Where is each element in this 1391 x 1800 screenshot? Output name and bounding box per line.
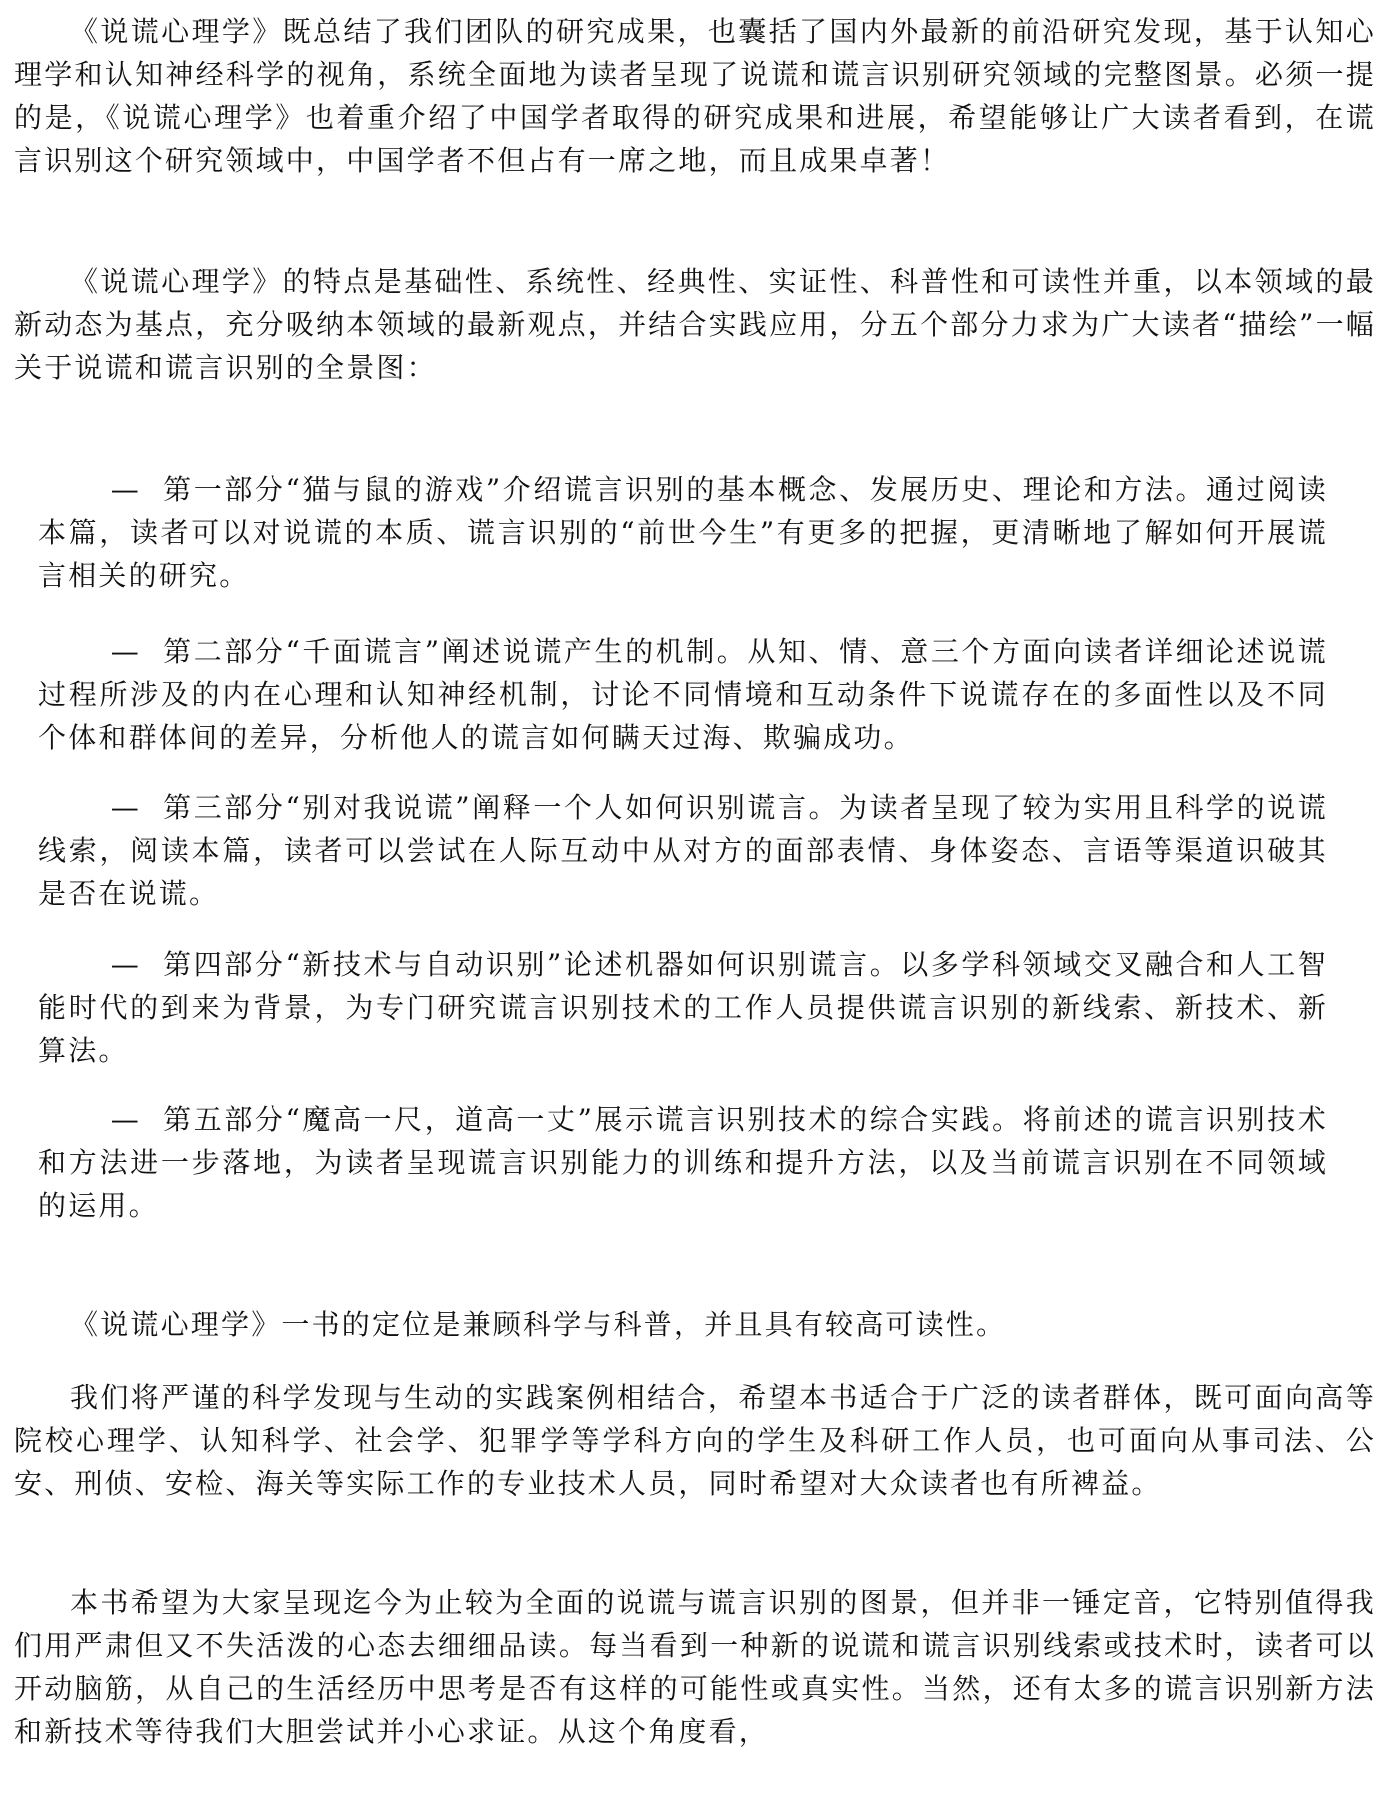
list-item-part-two: [38, 630, 1328, 759]
paragraph-conclusion: 本书希望为大家呈现迄今为止较为全面的说谎与谎言识别的图景，但并非一锤定音，它特别值得我们用严肃但又不失活泼的心态去细细品读。每当看到一种新的说谎和谎言识别线索或技术时，读者可以开动脑筋，从自己的生活经历中思考是否有这样的可能性或真实性。当然，还有太多的谎言识别新方法和新技术等待我们大胆尝试并小心求证。从这个角度看，: [14, 1586, 1376, 1748]
list-item-text: 第五部分“魔高一尺，道高一丈”展示谎言识别技术的综合实践。将前述的谎言识别技术和方法进一步落地，为读者呈现谎言识别能力的训练和提升方法，以及当前谎言识别在不同领域的运用。: [38, 1103, 1328, 1222]
dash-marker: —: [110, 1103, 141, 1136]
list-item-part-three: [38, 786, 1328, 915]
dash-marker: —: [110, 473, 141, 506]
list-item-text: 第三部分“别对我说谎”阐释一个人如何识别谎言。为读者呈现了较为实用且科学的说谎线索，阅读本篇，读者可以尝试在人际互动中从对方的面部表情、身体姿态、言语等渠道识破其是否在说谎。: [38, 791, 1328, 910]
list-item-part-four: [38, 943, 1328, 1072]
list-item-text: 第四部分“新技术与自动识别”论述机器如何识别谎言。以多学科领域交叉融合和人工智能时代的到来为背景，为专门研究谎言识别技术的工作人员提供谎言识别的新线索、新技术、新算法。: [38, 948, 1328, 1067]
dash-marker: —: [110, 791, 141, 824]
dash-marker: —: [110, 948, 141, 981]
list-item-text: 第一部分“猫与鼠的游戏”介绍谎言识别的基本概念、发展历史、理论和方法。通过阅读本篇，读者可以对说谎的本质、谎言识别的“前世今生”有更多的把握，更清晰地了解如何开展谎言相关的研究。: [38, 473, 1328, 592]
paragraph-audience: 我们将严谨的科学发现与生动的实践案例相结合，希望本书适合于广泛的读者群体，既可面向高等院校心理学、认知科学、社会学、犯罪学等学科方向的学生及科研工作人员，也可面向从事司法、公安、刑侦、安检、海关等实际工作的专业技术人员，同时希望对大众读者也有所裨益。: [14, 1381, 1376, 1500]
list-item-part-five: [38, 1098, 1328, 1227]
paragraph-intro-summary: 《说谎心理学》既总结了我们团队的研究成果，也囊括了国内外最新的前沿研究发现，基于认知心理学和认知神经科学的视角，系统全面地为读者呈现了说谎和谎言识别研究领域的完整图景。必须一提的是，《说谎心理学》也着重介绍了中国学者取得的研究成果和进展，希望能够让广大读者看到，在谎言识别这个研究领域中，中国学者不但占有一席之地，而且成果卓著！: [14, 15, 1376, 177]
list-item-text: 第二部分“千面谎言”阐述说谎产生的机制。从知、情、意三个方面向读者详细论述说谎过程所涉及的内在心理和认知神经机制，讨论不同情境和互动条件下说谎存在的多面性以及不同个体和群体间的差异，分析他人的谎言如何瞒天过海、欺骗成功。: [38, 635, 1328, 754]
paragraph-positioning: 《说谎心理学》一书的定位是兼顾科学与科普，并且具有较高可读性。: [70, 1308, 1007, 1341]
list-item-part-one: [38, 468, 1328, 597]
paragraph-features: 《说谎心理学》的特点是基础性、系统性、经典性、实证性、科普性和可读性并重，以本领域的最新动态为基点，充分吸纳本领域的最新观点，并结合实践应用，分五个部分力求为广大读者“描绘”一幅关于说谎和谎言识别的全景图：: [14, 265, 1376, 384]
dash-marker: —: [110, 635, 141, 668]
